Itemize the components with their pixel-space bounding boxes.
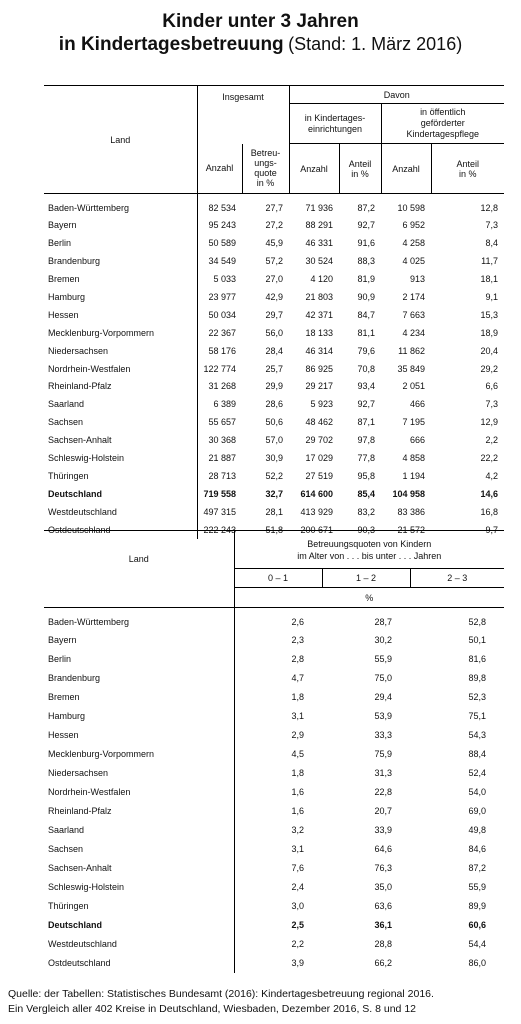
row-label: Thüringen xyxy=(48,901,89,911)
cell-age-2-3: 87,2 xyxy=(468,863,486,873)
cell-einrichtungen-anzahl: 18 133 xyxy=(305,327,333,338)
cell-pflege-anteil: 6,6 xyxy=(485,381,498,392)
cell-age-0-1: 2,3 xyxy=(234,631,322,650)
cell-age-1-2: 53,9 xyxy=(374,711,392,721)
cell-einrichtungen-anzahl: 29 702 xyxy=(305,435,333,446)
cell-einrichtungen-anteil: 95,8 xyxy=(357,470,375,481)
table-row xyxy=(44,707,504,726)
table-row xyxy=(44,745,504,764)
cell-einrichtungen-anteil: 90,9 xyxy=(357,292,375,302)
cell-anzahl: 82 534 xyxy=(197,194,242,217)
cell-age-1-2: 63,6 xyxy=(374,901,392,911)
title-line-1: Kinder unter 3 Jahren xyxy=(162,11,359,32)
table-row xyxy=(44,360,504,378)
cell-anzahl: 95 243 xyxy=(197,217,242,235)
cell-age-0-1: 3,0 xyxy=(234,897,322,916)
cell-quote: 50,6 xyxy=(265,417,283,428)
cell-age-0-1: 2,2 xyxy=(234,935,322,954)
col-header-land-2: Land xyxy=(44,531,234,588)
cell-pflege-anteil: 4,2 xyxy=(485,470,498,481)
row-label: Schleswig-Holstein xyxy=(48,453,125,464)
cell-age-1-2: 20,7 xyxy=(374,806,392,816)
cell-age-2-3: 88,4 xyxy=(468,749,486,759)
table-row xyxy=(44,916,504,935)
cell-anzahl: 122 774 xyxy=(197,360,242,378)
cell-anzahl: 21 887 xyxy=(197,449,242,467)
cell-einrichtungen-anteil: 83,2 xyxy=(357,506,375,517)
col-header-anzahl: Anzahl xyxy=(197,144,242,194)
col-header-unit: % xyxy=(234,588,504,608)
row-label: Sachsen xyxy=(48,844,84,854)
cell-age-1-2: 22,8 xyxy=(374,787,392,797)
row-label: Westdeutschland xyxy=(48,939,117,949)
cell-age-2-3: 86,0 xyxy=(468,958,486,968)
col-header-einrichtungen-anteil: Anteil in % xyxy=(339,144,381,194)
col-header-einrichtungen-anzahl: Anzahl xyxy=(289,144,339,194)
cell-age-1-2: 28,8 xyxy=(374,939,392,949)
cell-age-1-2: 28,7 xyxy=(374,617,392,628)
cell-einrichtungen-anzahl: 17 029 xyxy=(305,453,333,464)
cell-quote: 30,9 xyxy=(265,453,283,464)
cell-pflege-anzahl: 83 386 xyxy=(397,506,425,517)
row-label: Nordrhein-Westfalen xyxy=(48,363,131,374)
row-label: Saarland xyxy=(48,825,85,835)
table1-body xyxy=(44,194,504,539)
cell-einrichtungen-anzahl: 29 217 xyxy=(305,381,333,392)
source-line-2: Ein Vergleich aller 402 Kreise in Deutschland, Wiesbaden, Dezember 2016, S. 8 und 12 xyxy=(8,1003,416,1015)
cell-quote: 27,7 xyxy=(265,203,283,214)
cell-pflege-anteil: 9,7 xyxy=(485,524,498,535)
cell-age-0-1: 2,4 xyxy=(234,878,322,897)
cell-age-2-3: 75,1 xyxy=(468,711,486,721)
unit-row-spacer xyxy=(44,588,234,608)
cell-pflege-anzahl: 4 234 xyxy=(402,327,425,338)
row-label: Bremen xyxy=(48,692,80,702)
cell-pflege-anzahl: 666 xyxy=(409,435,425,446)
table-care-rates-by-age xyxy=(44,530,504,973)
cell-age-2-3: 55,9 xyxy=(468,882,486,892)
cell-anzahl: 23 977 xyxy=(197,288,242,306)
cell-age-1-2: 36,1 xyxy=(374,920,392,930)
cell-age-0-1: 1,6 xyxy=(234,802,322,821)
col-header-davon: Davon xyxy=(289,86,504,104)
row-label: Sachsen-Anhalt xyxy=(48,863,112,873)
cell-anzahl: 31 268 xyxy=(197,378,242,396)
cell-age-2-3: 54,4 xyxy=(468,939,486,949)
cell-anzahl: 30 368 xyxy=(197,431,242,449)
cell-anzahl: 50 589 xyxy=(197,234,242,252)
row-label: Saarland xyxy=(48,399,85,410)
cell-pflege-anteil: 2,2 xyxy=(485,435,498,446)
table-row xyxy=(44,485,504,503)
cell-pflege-anteil: 20,4 xyxy=(480,345,498,356)
cell-einrichtungen-anteil: 85,4 xyxy=(357,488,375,499)
cell-quote: 57,2 xyxy=(265,256,283,267)
table-row xyxy=(44,431,504,449)
cell-age-0-1: 3,9 xyxy=(234,954,322,973)
cell-anzahl: 222 243 xyxy=(197,521,242,539)
cell-age-0-1: 2,8 xyxy=(234,650,322,669)
table-row xyxy=(44,935,504,954)
table-row xyxy=(44,252,504,270)
row-label: Thüringen xyxy=(48,470,89,481)
cell-age-2-3: 81,6 xyxy=(468,654,486,664)
row-label: Bayern xyxy=(48,635,77,645)
table-row xyxy=(44,840,504,859)
table-row xyxy=(44,194,504,217)
cell-quote: 45,9 xyxy=(265,238,283,249)
cell-age-0-1: 3,1 xyxy=(234,840,322,859)
table-row xyxy=(44,288,504,306)
cell-quote: 25,7 xyxy=(265,363,283,374)
cell-quote: 57,0 xyxy=(265,435,283,446)
cell-einrichtungen-anteil: 88,3 xyxy=(357,256,375,267)
cell-pflege-anzahl: 1 194 xyxy=(402,470,425,481)
cell-pflege-anteil: 9,1 xyxy=(485,292,498,302)
cell-age-1-2: 30,2 xyxy=(374,635,392,645)
cell-einrichtungen-anzahl: 5 923 xyxy=(310,399,333,410)
col-header-insgesamt: Insgesamt xyxy=(197,86,289,144)
cell-pflege-anzahl: 6 952 xyxy=(402,220,425,231)
cell-pflege-anteil: 8,4 xyxy=(485,238,498,249)
page-title xyxy=(0,10,521,57)
row-label: Brandenburg xyxy=(48,256,101,267)
row-label: Berlin xyxy=(48,238,72,249)
table-row xyxy=(44,395,504,413)
cell-age-1-2: 75,9 xyxy=(374,749,392,759)
cell-einrichtungen-anzahl: 30 524 xyxy=(305,256,333,267)
cell-age-0-1: 4,7 xyxy=(234,669,322,688)
cell-quote: 29,7 xyxy=(265,309,283,320)
cell-age-2-3: 69,0 xyxy=(468,806,486,816)
cell-age-2-3: 60,6 xyxy=(468,920,486,930)
row-label: Hessen xyxy=(48,730,79,740)
row-label: Deutschland xyxy=(48,920,103,930)
cell-age-0-1: 3,2 xyxy=(234,821,322,840)
cell-pflege-anzahl: 4 025 xyxy=(402,256,425,267)
cell-pflege-anteil: 16,8 xyxy=(480,506,498,517)
cell-einrichtungen-anteil: 81,9 xyxy=(357,274,375,285)
row-label: Westdeutschland xyxy=(48,506,117,517)
table-row xyxy=(44,631,504,650)
cell-quote: 28,1 xyxy=(265,506,283,517)
cell-quote: 42,9 xyxy=(265,292,283,302)
row-label: Sachsen-Anhalt xyxy=(48,435,112,446)
row-label: Ostdeutschland xyxy=(48,958,111,968)
row-label: Ostdeutschland xyxy=(48,524,111,535)
cell-pflege-anteil: 14,6 xyxy=(480,488,498,499)
cell-quote: 27,0 xyxy=(265,274,283,285)
row-label: Hessen xyxy=(48,309,79,320)
cell-age-2-3: 89,8 xyxy=(468,673,486,683)
col-header-pflege-anteil: Anteil in % xyxy=(431,144,504,194)
col-header-age-1-2: 1 – 2 xyxy=(322,569,410,588)
table-row xyxy=(44,650,504,669)
cell-pflege-anzahl: 2 051 xyxy=(402,381,425,392)
cell-age-0-1: 1,8 xyxy=(234,764,322,783)
cell-einrichtungen-anzahl: 200 671 xyxy=(300,524,333,535)
cell-einrichtungen-anteil: 81,1 xyxy=(357,327,375,338)
table-row xyxy=(44,821,504,840)
table-row xyxy=(44,859,504,878)
row-label: Baden-Württemberg xyxy=(48,617,130,628)
title-line-2-date: (Stand: 1. März 2016) xyxy=(288,34,463,54)
cell-einrichtungen-anzahl: 21 803 xyxy=(305,292,333,302)
table-row xyxy=(44,217,504,235)
cell-anzahl: 34 549 xyxy=(197,252,242,270)
col-header-pflege-anzahl: Anzahl xyxy=(381,144,431,194)
col-header-einrichtungen: in Kindertages- einrichtungen xyxy=(289,104,381,144)
cell-anzahl: 719 558 xyxy=(197,485,242,503)
table-row xyxy=(44,467,504,485)
cell-pflege-anzahl: 2 174 xyxy=(402,292,425,302)
row-label: Bayern xyxy=(48,220,77,231)
cell-einrichtungen-anzahl: 86 925 xyxy=(305,363,333,374)
cell-pflege-anzahl: 913 xyxy=(409,274,425,285)
cell-quote: 51,8 xyxy=(265,524,283,535)
cell-anzahl: 22 367 xyxy=(197,324,242,342)
row-label: Niedersachsen xyxy=(48,768,109,778)
cell-einrichtungen-anzahl: 46 331 xyxy=(305,238,333,249)
table-row xyxy=(44,378,504,396)
cell-pflege-anzahl: 466 xyxy=(409,399,425,410)
source-line-1: Quelle: der Tabellen: Statistisches Bundesamt (2016): Kindertagesbetreuung regional 2016. xyxy=(8,988,434,1000)
cell-age-0-1: 1,6 xyxy=(234,783,322,802)
table-row xyxy=(44,878,504,897)
cell-pflege-anteil: 15,3 xyxy=(480,309,498,320)
row-label: Mecklenburg-Vorpommern xyxy=(48,749,155,759)
row-label: Mecklenburg-Vorpommern xyxy=(48,327,155,338)
cell-einrichtungen-anzahl: 413 929 xyxy=(300,506,333,517)
cell-anzahl: 6 389 xyxy=(197,395,242,413)
row-label: Schleswig-Holstein xyxy=(48,882,125,892)
table-row xyxy=(44,608,504,631)
cell-einrichtungen-anteil: 77,8 xyxy=(357,453,375,464)
cell-einrichtungen-anteil: 93,4 xyxy=(357,381,375,392)
cell-einrichtungen-anzahl: 27 519 xyxy=(305,470,333,481)
row-label: Bremen xyxy=(48,274,80,285)
row-label: Deutschland xyxy=(48,488,103,499)
cell-pflege-anteil: 7,3 xyxy=(485,399,498,410)
cell-quote: 29,9 xyxy=(265,381,283,392)
cell-pflege-anteil: 12,9 xyxy=(480,417,498,428)
cell-einrichtungen-anzahl: 48 462 xyxy=(305,417,333,428)
row-label: Rheinland-Pfalz xyxy=(48,806,112,816)
cell-pflege-anzahl: 35 849 xyxy=(397,363,425,374)
cell-quote: 28,4 xyxy=(265,345,283,356)
table-row xyxy=(44,726,504,745)
col-header-age-2-3: 2 – 3 xyxy=(410,569,504,588)
cell-einrichtungen-anteil: 79,6 xyxy=(357,345,375,356)
cell-age-1-2: 29,4 xyxy=(374,692,392,702)
cell-age-0-1: 7,6 xyxy=(234,859,322,878)
cell-pflege-anzahl: 4 258 xyxy=(402,238,425,249)
cell-age-1-2: 55,9 xyxy=(374,654,392,664)
cell-quote: 27,2 xyxy=(265,220,283,231)
cell-einrichtungen-anzahl: 46 314 xyxy=(305,345,333,356)
table-row xyxy=(44,954,504,973)
cell-anzahl: 5 033 xyxy=(197,270,242,288)
cell-einrichtungen-anzahl: 614 600 xyxy=(300,488,333,499)
cell-age-1-2: 64,6 xyxy=(374,844,392,854)
cell-quote: 56,0 xyxy=(265,327,283,338)
cell-einrichtungen-anteil: 90,3 xyxy=(357,524,375,535)
table-row xyxy=(44,449,504,467)
cell-einrichtungen-anteil: 87,2 xyxy=(357,203,375,214)
row-label: Niedersachsen xyxy=(48,345,109,356)
cell-age-2-3: 54,0 xyxy=(468,787,486,797)
cell-age-1-2: 33,9 xyxy=(374,825,392,835)
cell-age-2-3: 54,3 xyxy=(468,730,486,740)
cell-quote: 32,7 xyxy=(265,488,283,499)
cell-pflege-anzahl: 4 858 xyxy=(402,453,425,464)
table-row xyxy=(44,503,504,521)
cell-age-2-3: 50,1 xyxy=(468,635,486,645)
table-row xyxy=(44,413,504,431)
cell-einrichtungen-anzahl: 4 120 xyxy=(310,274,333,285)
cell-age-2-3: 49,8 xyxy=(468,825,486,835)
row-label: Rheinland-Pfalz xyxy=(48,381,112,392)
cell-einrichtungen-anzahl: 71 936 xyxy=(305,203,333,214)
cell-einrichtungen-anteil: 84,7 xyxy=(357,309,375,320)
col-header-pflege: in öffentlich geförderter Kindertagespflege xyxy=(381,104,504,144)
cell-age-0-1: 1,8 xyxy=(234,688,322,707)
cell-age-0-1: 3,1 xyxy=(234,707,322,726)
cell-age-1-2: 66,2 xyxy=(374,958,392,968)
row-label: Hamburg xyxy=(48,292,86,302)
cell-pflege-anzahl: 11 862 xyxy=(398,345,425,356)
cell-age-2-3: 52,3 xyxy=(468,692,486,702)
row-label: Berlin xyxy=(48,654,72,664)
cell-age-0-1: 2,5 xyxy=(234,916,322,935)
cell-age-1-2: 75,0 xyxy=(374,673,392,683)
cell-age-2-3: 84,6 xyxy=(468,844,486,854)
col-header-land: Land xyxy=(44,86,197,194)
row-label: Brandenburg xyxy=(48,673,101,683)
table-row xyxy=(44,324,504,342)
cell-anzahl: 28 713 xyxy=(197,467,242,485)
col-header-quote: Betreu- ungs- quote in % xyxy=(242,144,289,194)
cell-pflege-anteil: 7,3 xyxy=(485,220,498,231)
cell-quote: 52,2 xyxy=(265,470,283,481)
table-row xyxy=(44,783,504,802)
table-row xyxy=(44,270,504,288)
cell-age-0-1: 2,6 xyxy=(234,608,322,631)
cell-einrichtungen-anteil: 97,8 xyxy=(357,435,375,446)
cell-einrichtungen-anteil: 87,1 xyxy=(357,417,375,428)
cell-einrichtungen-anzahl: 88 291 xyxy=(305,220,333,231)
cell-pflege-anteil: 18,1 xyxy=(480,274,498,285)
cell-einrichtungen-anteil: 92,7 xyxy=(357,220,375,231)
row-label: Nordrhein-Westfalen xyxy=(48,787,131,797)
cell-pflege-anteil: 11,7 xyxy=(481,256,498,267)
cell-einrichtungen-anteil: 91,6 xyxy=(357,238,375,249)
table-row xyxy=(44,688,504,707)
cell-age-1-2: 76,3 xyxy=(374,863,392,873)
cell-age-2-3: 52,4 xyxy=(468,768,486,778)
cell-age-2-3: 52,8 xyxy=(468,617,486,628)
cell-anzahl: 497 315 xyxy=(197,503,242,521)
cell-anzahl: 58 176 xyxy=(197,342,242,360)
cell-pflege-anteil: 12,8 xyxy=(480,203,498,214)
cell-age-2-3: 89,9 xyxy=(468,901,486,911)
row-label: Sachsen xyxy=(48,417,84,428)
cell-einrichtungen-anzahl: 42 371 xyxy=(305,309,333,320)
cell-pflege-anteil: 29,2 xyxy=(480,363,498,374)
table-row xyxy=(44,342,504,360)
cell-age-1-2: 35,0 xyxy=(374,882,392,892)
table2-body xyxy=(44,608,504,973)
cell-pflege-anzahl: 21 572 xyxy=(397,524,425,535)
col-header-age-group: Betreuungsquoten von Kindern im Alter von . . . bis unter . . . Jahren xyxy=(234,531,504,569)
cell-pflege-anzahl: 7 195 xyxy=(402,417,425,428)
cell-pflege-anzahl: 10 598 xyxy=(397,203,425,214)
title-line-2-bold: in Kindertagesbetreuung xyxy=(58,34,284,55)
cell-quote: 28,6 xyxy=(265,399,283,410)
cell-age-0-1: 4,5 xyxy=(234,745,322,764)
cell-anzahl: 55 657 xyxy=(197,413,242,431)
table-row xyxy=(44,764,504,783)
cell-age-1-2: 33,3 xyxy=(374,730,392,740)
cell-age-0-1: 2,9 xyxy=(234,726,322,745)
cell-pflege-anzahl: 104 958 xyxy=(392,488,425,499)
table-row xyxy=(44,897,504,916)
cell-pflege-anteil: 18,9 xyxy=(480,327,498,338)
row-label: Hamburg xyxy=(48,711,86,721)
cell-einrichtungen-anteil: 70,8 xyxy=(357,363,375,374)
table-row xyxy=(44,802,504,821)
table-children-in-daycare xyxy=(44,85,504,539)
cell-age-1-2: 31,3 xyxy=(374,768,392,778)
table-row xyxy=(44,234,504,252)
cell-pflege-anteil: 22,2 xyxy=(480,453,498,464)
cell-pflege-anzahl: 7 663 xyxy=(402,309,425,320)
row-label: Baden-Württemberg xyxy=(48,203,130,214)
col-header-age-0-1: 0 – 1 xyxy=(234,569,322,588)
table-row xyxy=(44,669,504,688)
cell-anzahl: 50 034 xyxy=(197,306,242,324)
cell-einrichtungen-anteil: 92,7 xyxy=(357,399,375,410)
source-footer xyxy=(8,987,518,1017)
table-row xyxy=(44,306,504,324)
